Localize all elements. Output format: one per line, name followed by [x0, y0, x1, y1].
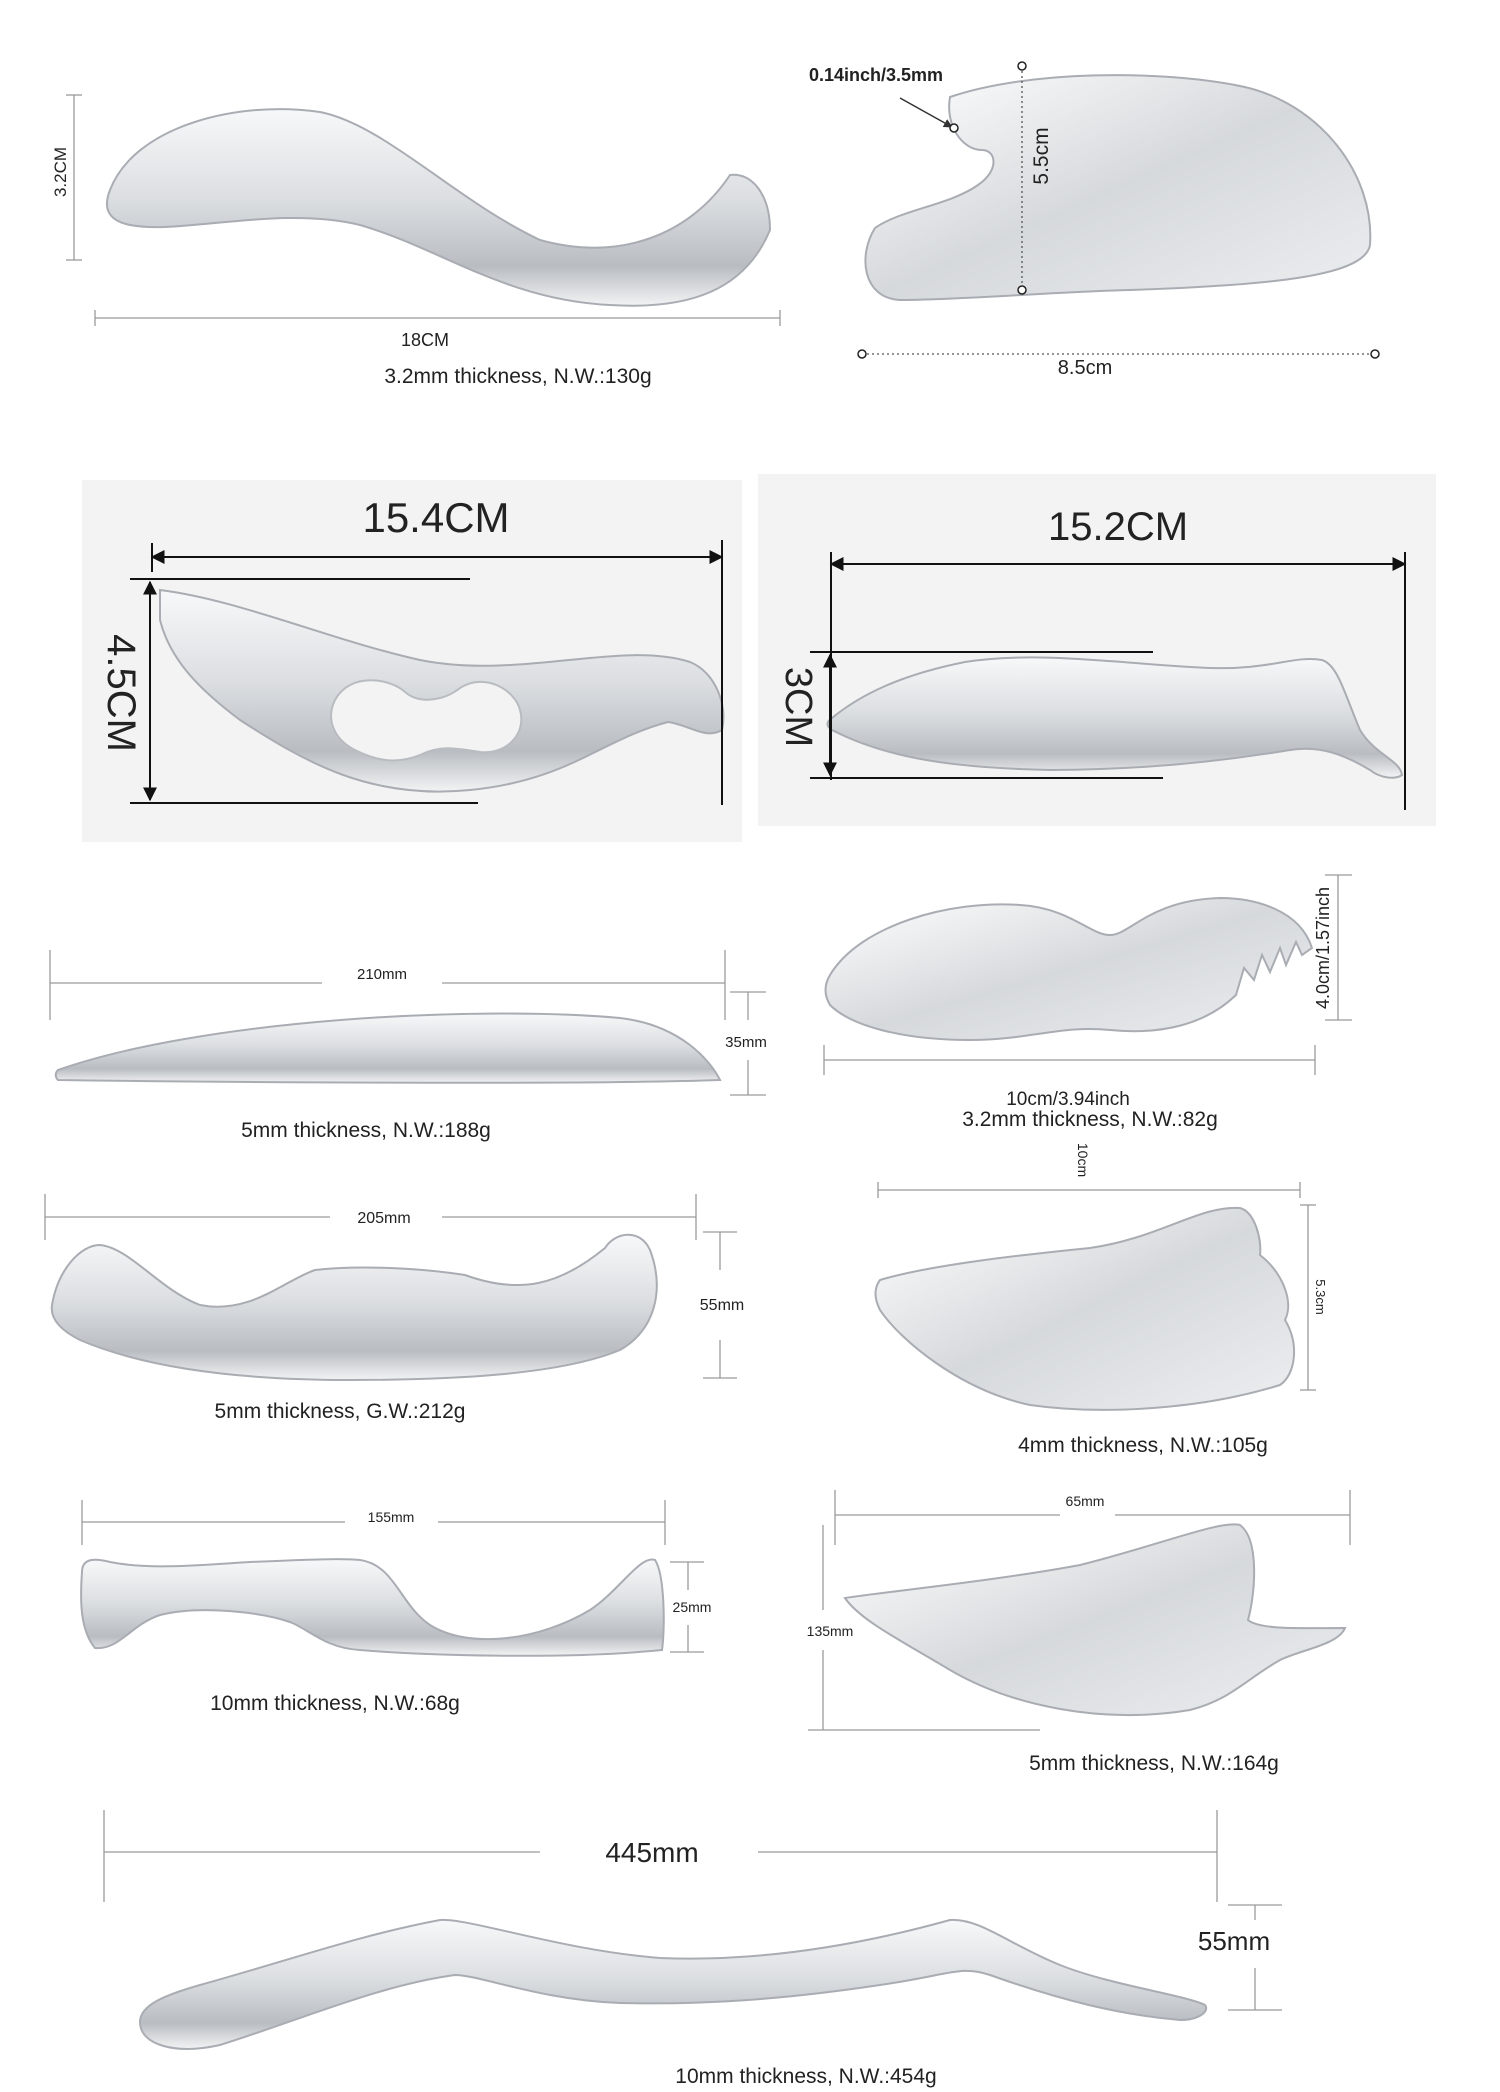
heart-thickness-label: 0.14inch/3.5mm [808, 65, 944, 85]
double-hook-tool-shape [52, 1235, 657, 1380]
hole-blade-width-label: 15.4CM [362, 494, 510, 541]
comb-height-label: 4.0cm/1.57inch [1313, 886, 1333, 1010]
comb-tool-shape [826, 898, 1313, 1040]
s-curve-height-label: 3.2CM [51, 146, 70, 198]
tool-wing [876, 1143, 1329, 1457]
small-hook-caption: 10mm thickness, N.W.:68g [210, 1692, 460, 1715]
double-hook-caption: 5mm thickness, G.W.:212g [214, 1400, 466, 1423]
s-curve-width-label: 18CM [400, 330, 450, 350]
tool-heart [809, 62, 1379, 379]
tool-comb [824, 875, 1352, 1131]
heart-thickness-dot [950, 124, 958, 132]
long-bar-caption: 10mm thickness, N.W.:454g [675, 2065, 937, 2088]
claw-caption: 5mm thickness, N.W.:164g [1029, 1752, 1279, 1775]
heart-thickness-arrow [900, 98, 952, 127]
heart-width-dot-right [1371, 350, 1379, 358]
tool-small-hook [81, 1500, 711, 1715]
comb-caption: 3.2mm thickness, N.W.:82g [962, 1108, 1218, 1131]
heart-width-label: 8.5cm [1057, 357, 1113, 379]
hole-blade-height-label: 4.5CM [99, 634, 143, 752]
claw-tool-shape [845, 1524, 1345, 1715]
s-curve-tool-shape [107, 109, 770, 306]
tool-long-bar [104, 1810, 1282, 2088]
wing-tool-shape [876, 1208, 1295, 1410]
heart-height-label: 5.5cm [1030, 127, 1053, 185]
heart-width-dot-left [858, 350, 866, 358]
wing-caption: 4mm thickness, N.W.:105g [1018, 1434, 1268, 1457]
small-hook-height-label: 25mm [672, 1599, 712, 1615]
tool-long-blade [50, 950, 767, 1142]
tool-fish [758, 474, 1436, 826]
heart-tool-shape [865, 75, 1370, 300]
double-hook-width-label: 205mm [357, 1210, 411, 1227]
small-hook-tool-shape [81, 1559, 664, 1656]
double-hook-height-label: 55mm [699, 1297, 745, 1314]
tool-double-hook [45, 1194, 744, 1423]
tool-claw [807, 1490, 1350, 1775]
long-blade-height-label: 35mm [725, 1034, 767, 1051]
claw-height-label: 135mm [806, 1623, 854, 1639]
heart-height-dot-bottom [1018, 286, 1026, 294]
long-bar-tool-shape [140, 1920, 1206, 2049]
tool-s-curve [51, 95, 780, 388]
long-bar-height-label: 55mm [1197, 1926, 1271, 1956]
comb-width-label: 10cm/3.94inch [1006, 1089, 1130, 1110]
long-blade-tool-shape [56, 1014, 720, 1083]
small-hook-width-label: 155mm [367, 1509, 415, 1525]
fish-height-label: 3CM [777, 666, 819, 748]
long-blade-width-label: 210mm [356, 966, 408, 983]
s-curve-caption: 3.2mm thickness, N.W.:130g [384, 365, 652, 388]
wing-height-label: 5.3cm [1313, 1279, 1328, 1315]
wing-width-label: 10cm [1075, 1142, 1091, 1178]
tool-hole-blade [82, 480, 742, 842]
heart-height-dot-top [1018, 62, 1026, 70]
fish-width-label: 15.2CM [1047, 505, 1189, 549]
long-blade-caption: 5mm thickness, N.W.:188g [241, 1119, 491, 1142]
long-bar-width-label: 445mm [605, 1837, 699, 1868]
claw-width-label: 65mm [1065, 1493, 1105, 1509]
